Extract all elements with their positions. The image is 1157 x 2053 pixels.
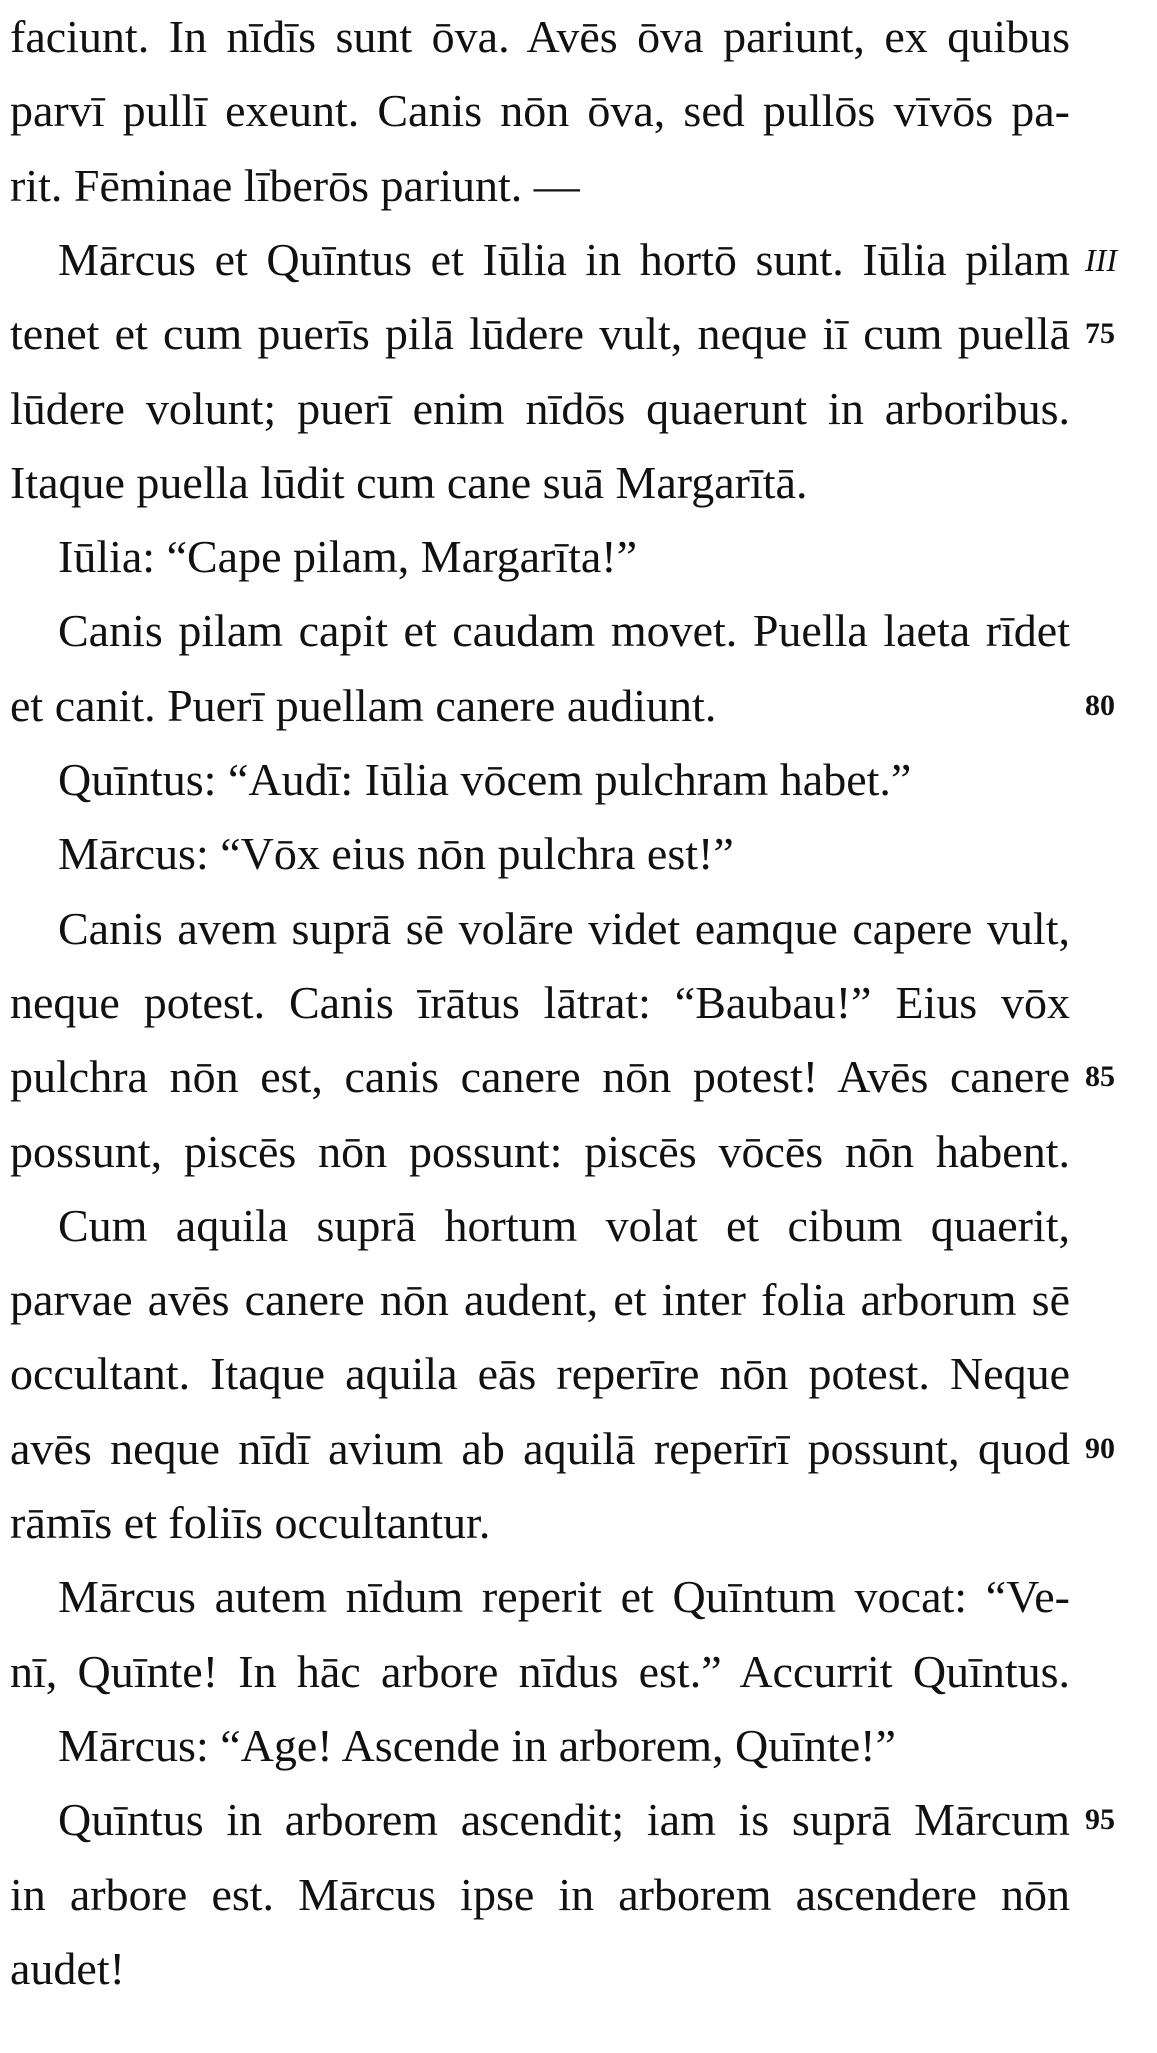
text-line: parvī pullī exeunt. Canis nōn ōva, sed pullōs vīvōs pa- [10,85,1070,137]
text-line: Mārcus et Quīntus et Iūlia in hortō sunt. Iūlia pilam [58,233,1070,285]
text-line: lūdere volunt; puerī enim nīdōs quaerunt in arboribus. [10,382,1070,434]
text-line: audet! [10,1942,125,1994]
text-line: possunt, piscēs nōn possunt: piscēs vōcēs nōn habent. [10,1125,1070,1177]
text-line: Cum aquila suprā hortum volat et cibum quaerit, [58,1199,1070,1251]
text-line: nī, Quīnte! In hāc arbore nīdus est.” Accurrit Quīntus. [10,1645,1070,1697]
line-number: 75 [1085,317,1115,351]
line-number: 80 [1085,688,1115,722]
text-line: tenet et cum puerīs pilā lūdere vult, neque iī cum puellā [10,308,1070,360]
text-line: Quīntus in arborem ascendit; iam is suprā Mārcum [58,1794,1070,1846]
text-line: avēs neque nīdī avium ab aquilā reperīrī possunt, quod [10,1422,1070,1474]
text-line: rit. Fēminae līberōs pariunt. — [10,159,580,211]
line-number: 90 [1085,1431,1115,1465]
text-line: in arbore est. Mārcus ipse in arborem ascendere nōn [10,1868,1070,1920]
line-number: 85 [1085,1060,1115,1094]
text-line: rāmīs et foliīs occultantur. [10,1497,491,1548]
text-line: et canit. Puerī puellam canere audiunt. [10,679,717,731]
text-line: Mārcus: “Age! Ascende in arborem, Quīnte!” [58,1719,896,1771]
line-number: III [1085,241,1117,278]
text-line: Itaque puella lūdit cum cane suā Margarītā. [10,456,808,508]
text-line: Iūlia: “Cape pilam, Margarīta!” [58,531,638,583]
text-line: Mārcus: “Vōx eius nōn pulchra est!” [58,828,734,880]
text-line: parvae avēs canere nōn audent, et inter folia arborum sē [10,1274,1070,1326]
text-line: faciunt. In nīdīs sunt ōva. Avēs ōva pariunt, ex quibus [10,11,1070,62]
text-line: Mārcus autem nīdum reperit et Quīntum vocat: “Ve- [58,1571,1070,1623]
text-line: Quīntus: “Audī: Iūlia vōcem pulchram habet.” [58,754,912,805]
text-line: Canis avem suprā sē volāre videt eamque capere vult, [58,902,1070,954]
text-line: Canis pilam capit et caudam movet. Puella laeta rīdet [58,605,1070,657]
text-line: neque potest. Canis īrātus lātrat: “Baubau!” Eius vōx [10,976,1070,1028]
line-number: 95 [1085,1803,1115,1837]
text-line: pulchra nōn est, canis canere nōn potest! Avēs canere [10,1051,1070,1103]
text-line: occultant. Itaque aquila eās reperīre nōn potest. Neque [10,1348,1070,1400]
